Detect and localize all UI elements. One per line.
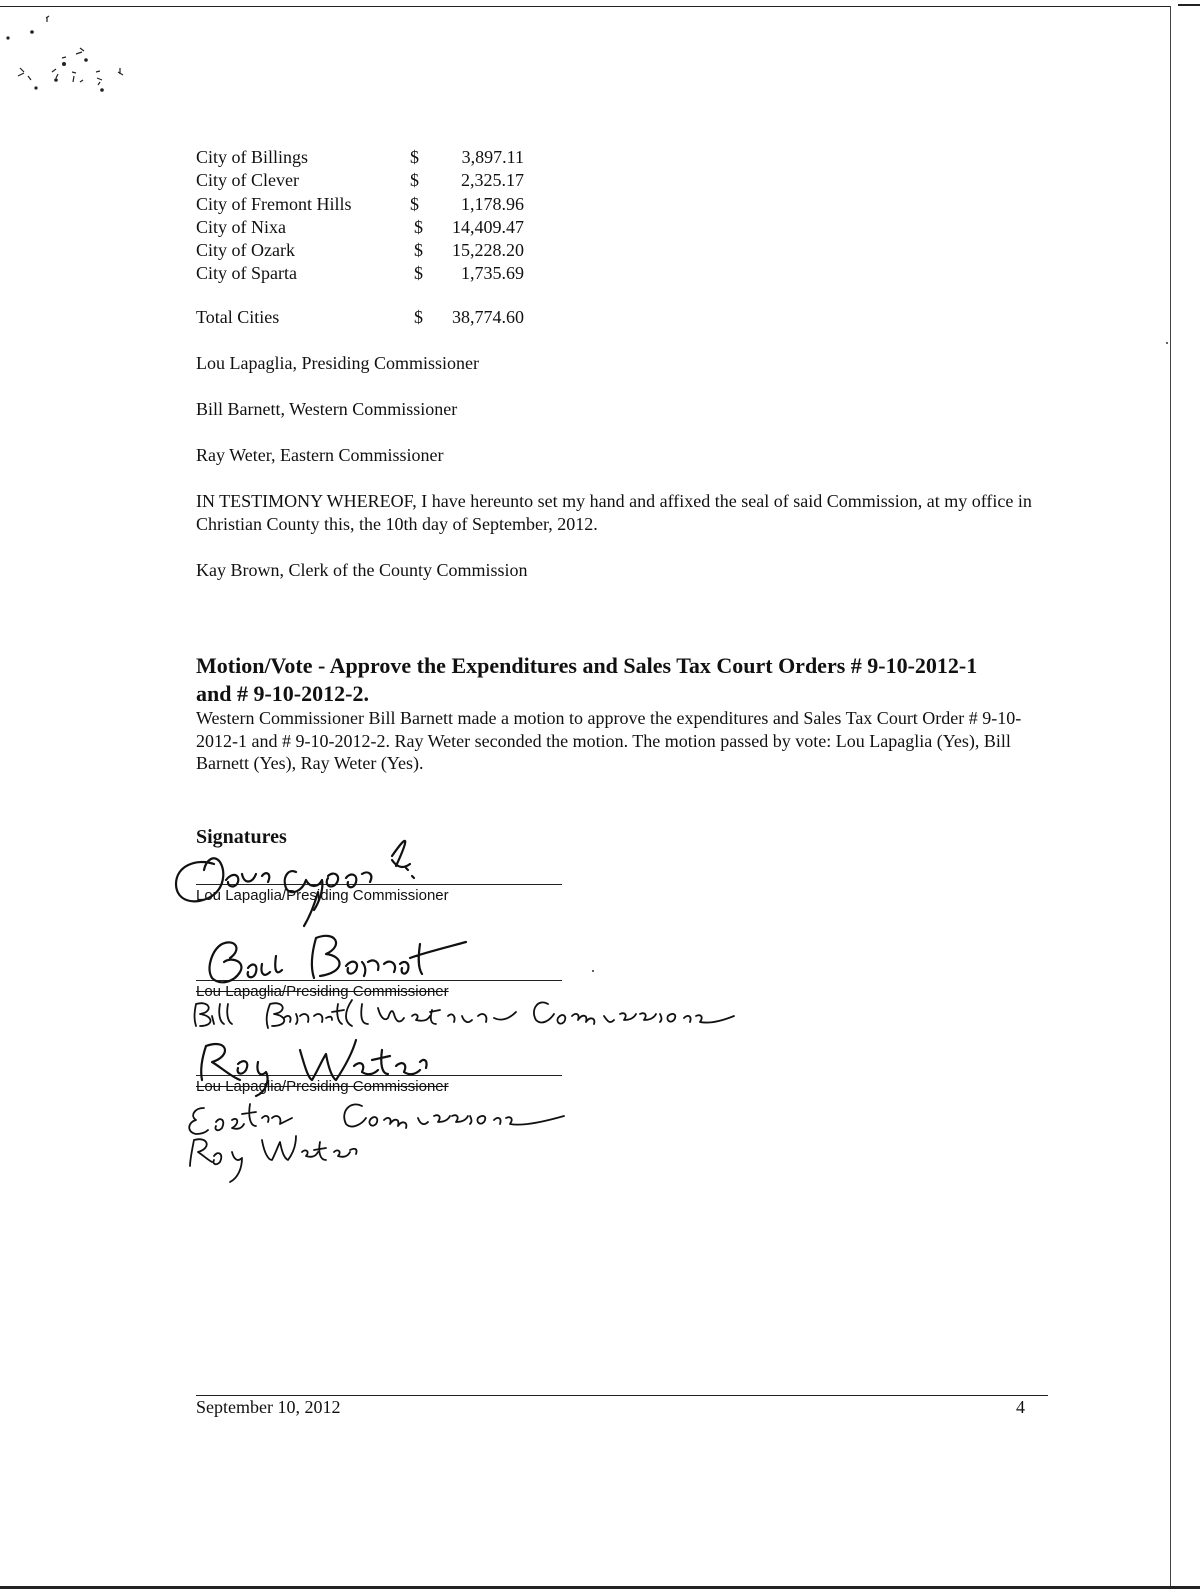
city-amount: 15,228.20 bbox=[452, 240, 524, 261]
stray-mark bbox=[592, 970, 594, 972]
city-amount: 2,325.17 bbox=[461, 170, 524, 191]
motion-title: Motion/Vote - Approve the Expenditures and Sales Tax Court Orders # 9-10-2012-1 and # 9-10-2012-2. bbox=[196, 653, 978, 706]
city-name: City of Billings bbox=[196, 147, 309, 167]
dollar-sign: $ bbox=[414, 216, 423, 237]
scan-specks bbox=[0, 10, 140, 100]
testimony-paragraph: IN TESTIMONY WHEREOF, I have hereunto set my hand and affixed the seal of said Commission, at my office in Christian County this, the 10th day of September, 2012. bbox=[196, 491, 1032, 534]
page-border-right bbox=[1170, 6, 1171, 1586]
city-row bbox=[196, 193, 536, 216]
city-row bbox=[196, 262, 536, 285]
signature-line bbox=[196, 1075, 562, 1076]
city-name: City of Clever bbox=[196, 170, 299, 191]
signature-ray-weter-note bbox=[189, 1104, 564, 1182]
city-name: City of Fremont Hills bbox=[196, 193, 352, 214]
city-row bbox=[196, 239, 536, 262]
total-label: Total Cities bbox=[196, 307, 280, 327]
commissioner-eastern: Ray Weter, Eastern Commissioner bbox=[196, 445, 444, 465]
city-amount: 1,735.69 bbox=[461, 263, 524, 284]
signature-bill-barnett bbox=[210, 936, 466, 982]
dollar-sign: $ bbox=[414, 307, 423, 327]
footer-date: September 10, 2012 bbox=[196, 1397, 341, 1417]
city-row bbox=[196, 216, 536, 239]
total-amount: 38,774.60 bbox=[452, 307, 524, 327]
city-name: City of Nixa bbox=[196, 216, 286, 237]
signature-line bbox=[196, 980, 562, 981]
dollar-sign: $ bbox=[414, 263, 423, 284]
footer-rule bbox=[196, 1395, 1048, 1396]
dollar-sign: $ bbox=[410, 170, 419, 191]
signature-line bbox=[196, 884, 562, 885]
dollar-sign: $ bbox=[410, 193, 419, 214]
city-row bbox=[196, 169, 536, 192]
city-name: City of Sparta bbox=[196, 263, 297, 284]
footer-page-number: 4 bbox=[1016, 1397, 1025, 1417]
total-cities-row bbox=[196, 307, 536, 330]
city-tax-list bbox=[196, 146, 536, 286]
city-amount: 14,409.47 bbox=[452, 216, 524, 237]
city-amount: 3,897.11 bbox=[461, 147, 524, 167]
signature-caption: Lou Lapaglia/Presiding Commissioner bbox=[196, 887, 449, 904]
commissioner-western: Bill Barnett, Western Commissioner bbox=[196, 399, 458, 419]
signature-caption-struck: Lou Lapaglia/Presiding Commissioner bbox=[196, 983, 449, 1000]
page-border-top bbox=[0, 6, 1170, 7]
signature-caption-struck: Lou Lapaglia/Presiding Commissioner bbox=[196, 1078, 449, 1095]
city-name: City of Ozark bbox=[196, 240, 295, 261]
motion-body: Western Commissioner Bill Barnett made a motion to approve the expenditures and Sales Tax Court Order # 9-10-2012-1 and # 9-10-2012-2. Ray Weter seconded the motion. The motion passed by vote: Lou Lapaglia (Yes), Bill Barnett (Yes), Ray Weter (Yes). bbox=[196, 708, 1022, 774]
dollar-sign: $ bbox=[410, 147, 419, 167]
stray-mark bbox=[1166, 342, 1168, 344]
clerk-line: Kay Brown, Clerk of the County Commission bbox=[196, 560, 528, 580]
signatures-heading: Signatures bbox=[196, 826, 287, 848]
corner-tick bbox=[1178, 4, 1200, 6]
page-border-bottom bbox=[0, 1586, 1200, 1589]
city-amount: 1,178.96 bbox=[461, 193, 524, 214]
dollar-sign: $ bbox=[414, 240, 423, 261]
city-row bbox=[196, 146, 536, 169]
signature-bill-barnett-note bbox=[195, 1000, 735, 1028]
commissioner-presiding: Lou Lapaglia, Presiding Commissioner bbox=[196, 353, 479, 373]
